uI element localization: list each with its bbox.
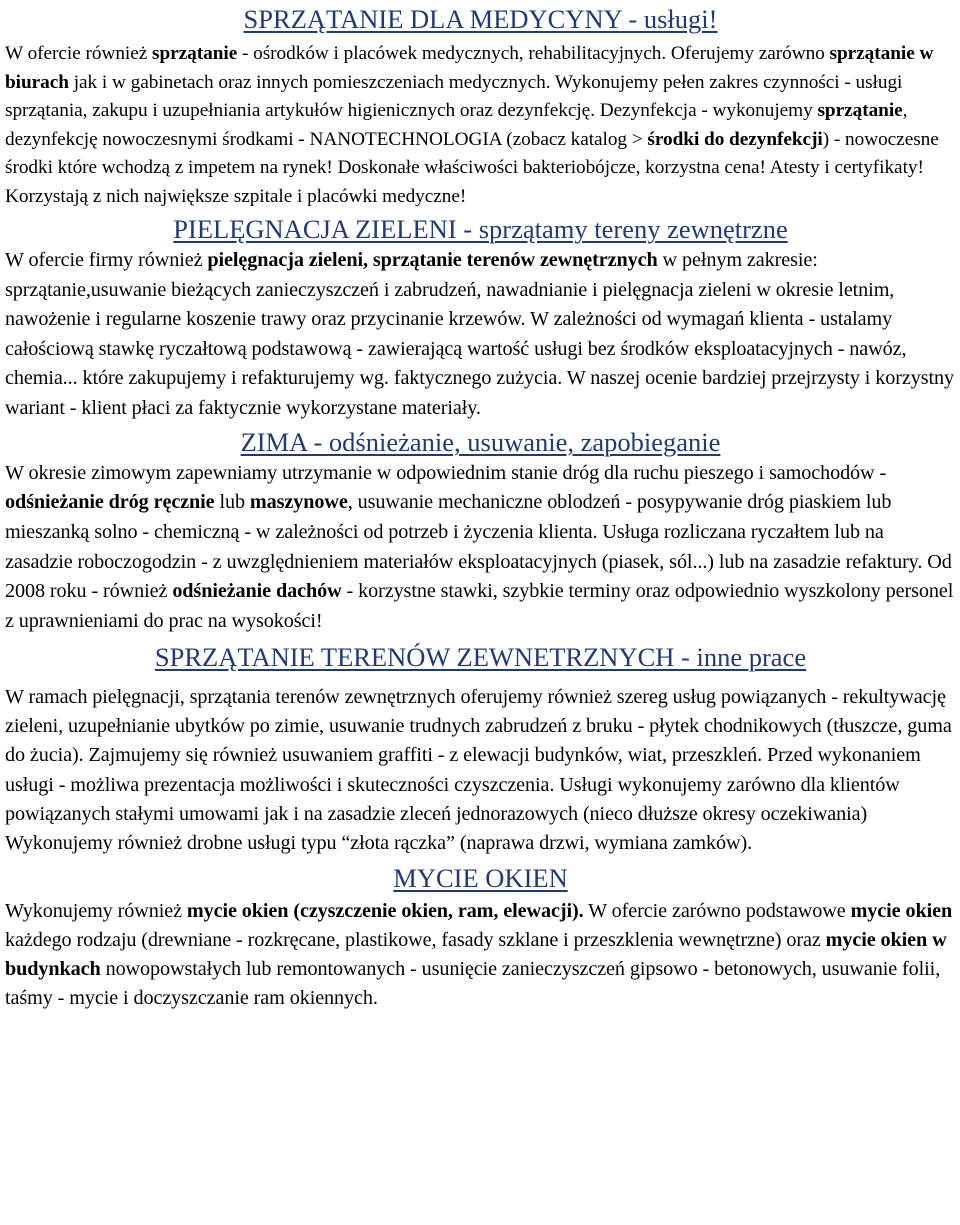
section-title-outdoor-cleaning: SPRZĄTANIE TERENÓW ZEWNETRZNYCH - inne prace	[154, 641, 807, 672]
bold-text-run: mycie okien	[850, 899, 953, 922]
section-paragraph-winter	[5, 459, 956, 637]
section-paragraph-green-care	[5, 246, 956, 424]
section-winter	[5, 426, 956, 637]
bold-text-run: mycie okien w budynkach	[5, 928, 947, 980]
section-title-medical-cleaning: SPRZĄTANIE DLA MEDYCYNY - usługi!	[243, 4, 718, 34]
bold-text-run: odśnieżanie dachów	[172, 580, 342, 603]
text-run: , dezynfekcję nowoczesnymi środkami - NANOTECHNOLOGIA (zobacz katalog >	[5, 100, 908, 150]
section-title-green-care: PIELĘGNACJA ZIELENI - sprzątamy tereny zewnętrzne	[173, 214, 788, 244]
text-run: Wykonujemy również	[5, 899, 187, 922]
text-run: , usuwanie mechaniczne oblodzeń - posypywanie dróg piaskiem lub mieszanką solno - chemiczną - w zależności od potrzeb i życzenia klienta. Usługa rozliczana ryczałtem lub na zasadzie roboczogodzin - z uwzględnieniem materiałów eksploatacyjnych (piasek, sól...) lub na zasadzie refaktury. Od 2008 roku - również	[5, 491, 952, 603]
section-outdoor-cleaning	[5, 638, 956, 859]
section-medical-cleaning	[5, 0, 956, 211]
text-run: W ofercie zarówno podstawowe	[583, 899, 851, 922]
text-run: W ofercie również	[5, 43, 153, 64]
bold-text-run: sprzątanie w biurach	[5, 43, 934, 93]
section-paragraph-outdoor-cleaning	[5, 683, 956, 859]
bold-text-run: środki do dezynfekcji	[647, 128, 823, 150]
text-run: nowopowstałych lub remontowanych - usunięcie zanieczyszczeń gipsowo - betonowych, usuwanie folii, taśmy - mycie i doczyszczanie ram okiennych.	[5, 957, 941, 1009]
text-run: jak i w gabinetach oraz innych pomieszczeniach medycznych. Wykonujemy pełen zakres czynności - usługi sprzątania, zakupu i uzupełniania artykułów higienicznych oraz dezynfekcję. Dezynfekcja - wykonujemy	[5, 71, 903, 121]
bold-text-run: sprzątanie	[152, 43, 238, 64]
text-run: lub	[214, 491, 250, 514]
section-title-winter: ZIMA - odśnieżanie, usuwanie, zapobieganie	[240, 426, 721, 457]
text-run: W ofercie firmy również	[5, 249, 208, 271]
text-run: - ośrodków i placówek medycznych, rehabilitacyjnych. Oferujemy zarówno	[237, 43, 830, 64]
section-paragraph-window-cleaning	[5, 897, 956, 1013]
bold-text-run: sprzątanie	[817, 100, 903, 121]
text-run: - korzystne stawki, szybkie terminy oraz odpowiednio wyszkolony personel z uprawnieniami do prac na wysokości!	[5, 580, 954, 633]
section-window-cleaning	[5, 860, 956, 1013]
bold-text-run: pielęgnacja zieleni, sprzątanie terenów zewnętrznych	[207, 249, 658, 271]
section-title-window-cleaning: MYCIE OKIEN	[393, 862, 568, 893]
bold-text-run: mycie okien (czyszczenie okien, ram, elewacji).	[186, 899, 584, 922]
text-run: ) - nowoczesne środki które wchodzą z impetem na rynek! Doskonałe właściwości bakteriobójcze, korzystna cena! Atesty i certyfikaty! Korzystają z nich największe szpitale i placówki medyczne!	[5, 128, 939, 207]
text-run: w pełnym zakresie: sprzątanie,usuwanie bieżących zanieczyszczeń i zabrudzeń, nawadnianie i pielęgnacja zieleni w okresie letnim, nawożenie i regularne koszenie trawy oraz przycinanie krzewów. W zależności od wymagań klienta - ustalamy całościową stawkę ryczałtową podstawową - zawierającą wartość usługi bez środków eksploatacyjnych - nawóz, chemia... które zakupujemy i refakturujemy wg. faktycznego zużycia. W naszej ocenie bardziej przejrzysty i korzystny wariant - klient płaci za faktycznie wykorzystane materiały.	[5, 249, 954, 419]
text-run: każdego rodzaju (drewniane - rozkręcane, plastikowe, fasady szklane i przeszklenia wewnętrzne) oraz	[5, 928, 826, 951]
bold-text-run: maszynowe	[249, 491, 348, 514]
section-paragraph-medical-cleaning	[5, 40, 956, 211]
section-green-care	[5, 213, 956, 424]
bold-text-run: odśnieżanie dróg ręcznie	[5, 491, 215, 514]
text-run: W okresie zimowym zapewniamy utrzymanie w odpowiednim stanie dróg dla ruchu pieszego i samochodów -	[5, 461, 887, 484]
text-run: W ramach pielęgnacji, sprzątania terenów zewnętrznych oferujemy również szereg usług powiązanych - rekultywację zieleni, uzupełnianie ubytków po zimie, usuwanie trudnych zabrudzeń z bruku - płytek chodnikowych (tłuszcze, guma do żucia). Zajmujemy się również usuwaniem graffiti - z elewacji budynków, wiat, przeszkleń. Przed wykonaniem usługi - możliwa prezentacja możliwości i skuteczności czyszczenia. Usługi wykonujemy zarówno dla klientów powiązanych stałymi umowami jak i na zasadzie zleceń jednorazowych (nieco dłuższe okresy oczekiwania) Wykonujemy również drobne usługi typu “złota rączka” (naprawa drzwi, wymiana zamków).	[5, 685, 952, 855]
